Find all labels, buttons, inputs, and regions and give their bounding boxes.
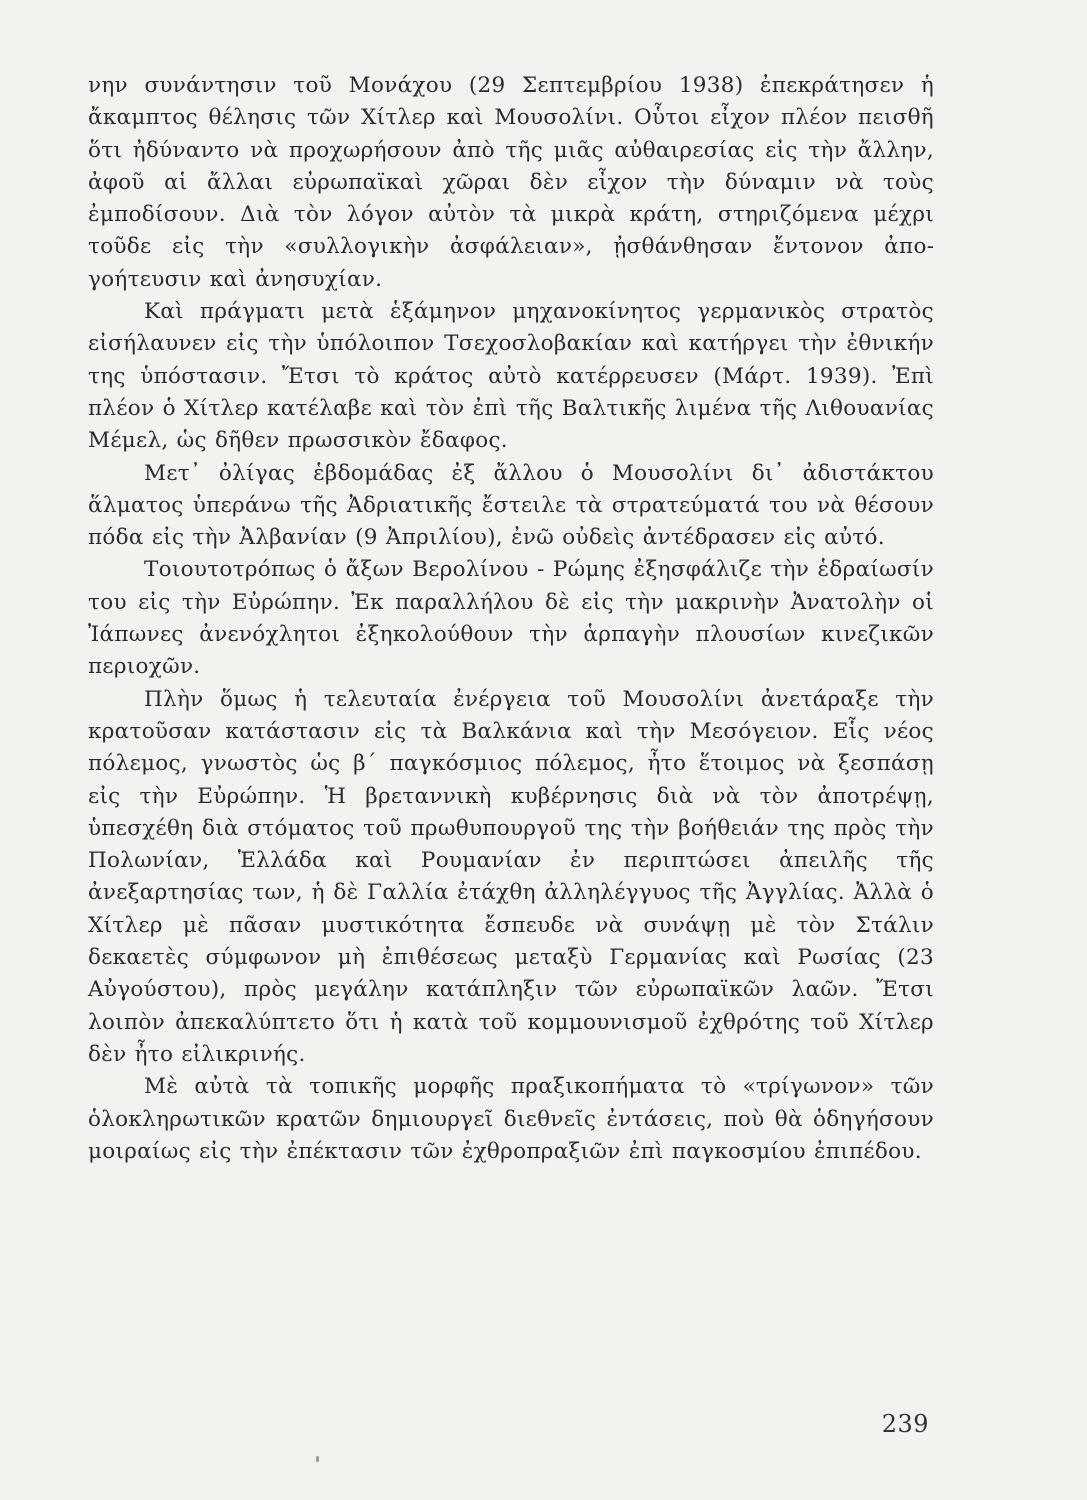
ink-speck [316,1456,319,1462]
paragraph-3: Μετ᾿ ὀλίγας ἑβδομάδας ἐξ ἄλλου ὁ Μουσολίνι δι᾿ ἀδιστάκτου ἅλματος ὑπεράνω τῆς Ἀδριατικῆς ἔστειλε τὰ στρατεύματά του νὰ θέσουν πόδα εἰς τὴν Ἀλβανίαν (9 Ἀπριλίου), ἐνῶ οὐδεὶς ἀντέδρασεν εἰς αὐτό. [88,460,934,551]
paragraph-5: Πλὴν ὅμως ἡ τελευταία ἐνέργεια τοῦ Μουσολίνι ἀνετάραξε τὴν κρατοῦσαν κατάστασιν εἰς τὰ Βαλκάνια καὶ τὴν Μεσόγειον. Εἷς νέος πόλεμος, γνωστὸς ὡς β΄ παγκόσμιος πόλεμος, ἦτο ἕτοιμος νὰ ξεσπάσῃ εἰς τὴν Εὐρώπην. Ἡ βρεταννικὴ κυβέρνησις διὰ νὰ τὸν ἀποτρέψῃ, ὑπεσχέθη διὰ στόματος τοῦ πρωθυπουργοῦ της τὴν βοήθειάν της πρὸς τὴν Πολωνίαν, Ἑλλάδα καὶ Ρουμανίαν ἐν περιπτώσει ἀπειλῆς τῆς ἀνεξαρτησίας των, ἡ δὲ Γαλλία ἐτάχθη ἀλληλέγγυος τῆς Ἀγγλίας. Ἀλλὰ ὁ Χίτλερ μὲ πᾶσαν μυστικότητα ἔσπευδε νὰ συνάψῃ μὲ τὸν Στάλιν δεκαετὲς σύμφωνον μὴ ἐπιθέσεως μεταξὺ Γερμανίας καὶ Ρωσίας (23 Αὐγούστου), πρὸς μεγάλην κατάπληξιν τῶν εὐρωπαϊκῶν λαῶν. Ἔτσι λοιπὸν ἀπεκαλύπτετο ὅτι ἡ κατὰ τοῦ κομμουνισμοῦ ἐχθρότης τοῦ Χίτλερ δὲν ἦτο εἰλικρινής. [88,686,934,1067]
paragraph-2: Καὶ πράγματι μετὰ ἑξάμηνον μηχανοκίνητος γερμανικὸς στρατὸς εἰσήλαυνεν εἰς τὴν ὑπόλοιπον Τσεχοσλοβακίαν καὶ κατήργει τὴν ἐθνικήν της ὑπόστασιν. Ἔτσι τὸ κράτος αὐτὸ κατέρρευσεν (Μάρτ. 1939). Ἐπὶ πλέον ὁ Χίτλερ κατέλαβε καὶ τὸν ἐπὶ τῆς Βαλτικῆς λιμένα τῆς Λιθουανίας Μέμελ, ὡς δῆθεν πρωσσικὸν ἔδαφος. [88,299,934,454]
paragraph-4: Τοιουτοτρόπως ὁ ἄξων Βερολίνου - Ρώμης ἐξησφάλιζε τὴν ἑδραίωσίν του εἰς τὴν Εὐρώπην. Ἐκ παραλλήλου δὲ εἰς τὴν μακρινὴν Ἀνατολὴν οἱ Ἰάπωνες ἀνενόχλητοι ἐξηκολούθουν τὴν ἁρπαγὴν πλουσίων κινεζικῶν περιοχῶν. [88,557,934,680]
paragraph-6: Μὲ αὐτὰ τὰ τοπικῆς μορφῆς πραξικοπήματα τὸ «τρίγωνον» τῶν ὁλοκληρωτικῶν κρατῶν δημιουργεῖ διεθνεῖς ἐντάσεις, ποὺ θὰ ὁδηγήσουν μοιραίως εἰς τὴν ἐπέκτασιν τῶν ἐχθροπραξιῶν ἐπὶ παγκοσμίου ἐπιπέδου. [88,1074,934,1164]
page-number: 239 [881,1410,929,1438]
paragraph-1: νην συνάντησιν τοῦ Μονάχου (29 Σεπτεμβρίου 1938) ἐπεκράτησεν ἡ ἄκαμπτος θέλησις τῶν Χίτλερ καὶ Μουσολίνι. Οὗτοι εἶχον πλέον πεισθῆ ὅτι ἠδύναντο νὰ προχωρήσουν ἀπὸ τῆς μιᾶς αὐθαιρεσίας εἰς τὴν ἄλλην, ἀφοῦ αἱ ἄλλαι εὐρωπαϊκαὶ χῶραι δὲν εἶχον τὴν δύναμιν νὰ τοὺς ἐμποδίσουν. Διὰ τὸν λόγον αὐτὸν τὰ μικρὰ κράτη, στηριζόμενα μέχρι τοῦδε εἰς τὴν «συλλογικὴν ἀσφάλειαν», ᾐσθάνθησαν ἔντονον ἀπογοήτευσιν καὶ ἀνησυχίαν. [88,73,934,292]
body-text [88,70,934,1168]
